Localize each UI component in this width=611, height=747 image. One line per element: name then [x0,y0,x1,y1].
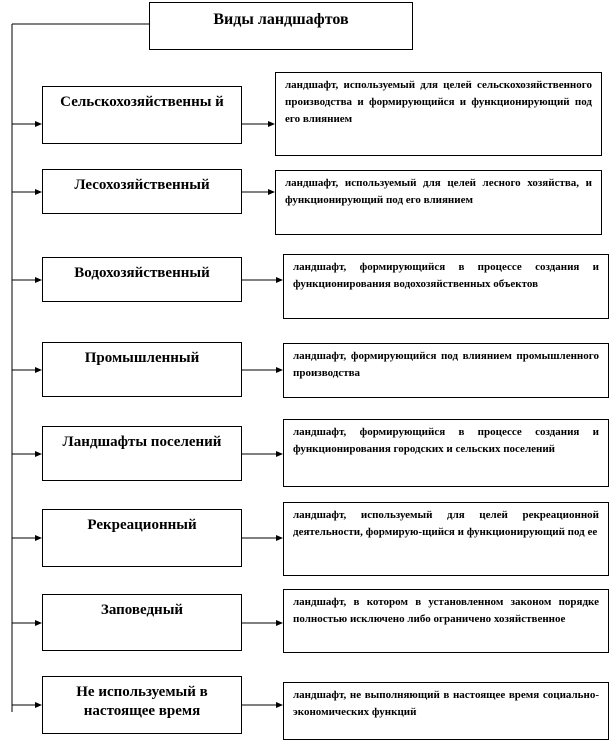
diagram-title: Виды ландшафтов [149,2,413,50]
category-box-1: Сельскохозяйственны й [42,86,242,144]
category-box-4: Промышленный [42,342,242,397]
description-box-4: ландшафт, формирующийся под влиянием промышленного производства [283,343,609,398]
description-box-3: ландшафт, формирующийся в процессе создания и функционирования водохозяйственных объектов [283,254,609,319]
description-box-2: ландшафт, используемый для целей лесного хозяйства, и функционирующий под его влиянием [275,170,602,235]
description-box-6: ландшафт, используемый для целей рекреационной деятельности, формирую-щийся и функционирующий под ее [283,502,609,576]
description-box-8: ландшафт, не выполняющий в настоящее время социально-экономических функций [283,682,609,740]
category-box-5: Ландшафты поселений [42,426,242,481]
description-box-7: ландшафт, в котором в установленном законом порядке полностью исключено либо ограничено хозяйственное [283,589,609,653]
category-box-6: Рекреационный [42,509,242,567]
description-box-5: ландшафт, формирующийся в процессе создания и функционирования городских и сельских поселений [283,419,609,487]
category-box-7: Заповедный [42,594,242,651]
description-box-1: ландшафт, используемый для целей сельскохозяйственного производства и формирующийся и функционирующий под его влиянием [275,72,602,156]
category-box-3: Водохозяйственный [42,257,242,302]
category-box-2: Лесохозяйственный [42,169,242,214]
category-box-8: Не используемый в настоящее время [42,676,242,734]
